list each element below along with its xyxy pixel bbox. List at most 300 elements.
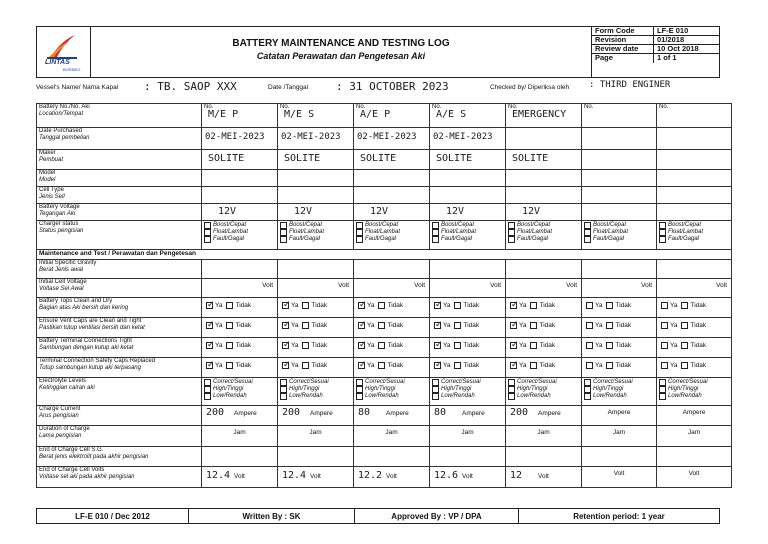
row-label-vent (37, 317, 202, 337)
ya-checkbox[interactable] (206, 362, 213, 369)
low-option[interactable]: Low/Rendah (584, 393, 654, 400)
icv-cell[interactable] (202, 279, 278, 298)
voltage-cell[interactable] (506, 203, 582, 221)
checkbox[interactable] (508, 379, 515, 386)
ya-label: Ya (291, 321, 299, 329)
float-option[interactable]: Float/Lambat (280, 229, 351, 236)
float-option[interactable]: Float/Lambat (508, 229, 579, 236)
company-logo (37, 27, 91, 77)
icv-cell[interactable] (354, 279, 430, 298)
checkbox[interactable] (204, 379, 211, 386)
row-term (37, 337, 732, 357)
checkbox[interactable] (584, 379, 591, 386)
float-option[interactable]: Float/Lambat (659, 229, 729, 236)
float-option[interactable]: Float/Lambat (584, 229, 654, 236)
voltage-cell[interactable] (354, 203, 430, 221)
float-option[interactable]: Float/Lambat (356, 229, 427, 236)
tidak-label: Tidak (539, 302, 556, 310)
ya-checkbox[interactable] (358, 362, 365, 369)
checkbox[interactable] (356, 222, 363, 229)
icv-cell[interactable] (582, 279, 657, 298)
checkbox[interactable] (659, 236, 666, 243)
tidak-label: Tidak (311, 302, 328, 310)
checkbox[interactable] (432, 222, 439, 229)
ya-label: Ya (595, 321, 603, 329)
maker-cell[interactable] (506, 150, 582, 170)
maker-cell[interactable] (430, 150, 506, 170)
ya-checkbox[interactable] (510, 342, 517, 349)
ya-checkbox[interactable] (510, 362, 517, 369)
checkbox[interactable] (432, 229, 439, 236)
form-title-block (91, 27, 591, 77)
ya-checkbox[interactable] (434, 322, 441, 329)
maker-cell[interactable] (354, 150, 430, 170)
ya-checkbox[interactable] (661, 302, 668, 309)
ya-label: Ya (670, 341, 678, 349)
ya-checkbox[interactable] (510, 322, 517, 329)
duration-cell[interactable] (657, 425, 732, 446)
tidak-checkbox[interactable] (606, 362, 613, 369)
checkbox[interactable] (280, 229, 287, 236)
tidak-label: Tidak (235, 321, 252, 329)
tidak-checkbox[interactable] (302, 302, 309, 309)
tidak-checkbox[interactable] (226, 302, 233, 309)
model-cell[interactable] (278, 170, 354, 187)
voltage-cell[interactable] (278, 203, 354, 221)
high-option[interactable]: High/Tinggi (659, 386, 729, 393)
tidak-checkbox[interactable] (681, 342, 688, 349)
high-option[interactable]: High/Tinggi (280, 386, 351, 393)
checkbox[interactable] (508, 222, 515, 229)
boost-option[interactable]: Boost/Cepat (659, 222, 729, 229)
checkbox[interactable] (280, 393, 287, 400)
tidak-checkbox[interactable] (606, 342, 613, 349)
label-id: Berat Jenis awal (39, 267, 84, 274)
tidak-label: Tidak (387, 361, 404, 369)
correct-option[interactable]: Correct/Sesuai (280, 379, 351, 386)
checkbox[interactable] (356, 236, 363, 243)
row-battery-voltage (37, 203, 732, 221)
form-title: BATTERY MAINTENANCE AND TESTING LOG (232, 38, 450, 49)
electrolyte-cell (582, 377, 657, 405)
fault-option[interactable]: Fault/Gagal (659, 236, 729, 243)
current-value: 200 (206, 407, 225, 419)
boost-option[interactable]: Boost/Cepat (280, 222, 351, 229)
voltage-cell[interactable] (582, 203, 657, 221)
high-option[interactable]: High/Tinggi (508, 386, 579, 393)
checked-value[interactable]: : THIRD ENGINER (589, 80, 671, 90)
date-purchased-cell[interactable] (430, 128, 506, 150)
tidak-checkbox[interactable] (681, 362, 688, 369)
tidak-checkbox[interactable] (530, 362, 537, 369)
ya-checkbox[interactable] (661, 342, 668, 349)
tidak-checkbox[interactable] (378, 322, 385, 329)
volt-unit: Volt (490, 282, 501, 290)
ya-checkbox[interactable] (206, 342, 213, 349)
tidak-checkbox[interactable] (454, 322, 461, 329)
checkbox[interactable] (659, 379, 666, 386)
label-id: Berat jenis elektrolit pada akhir pengisian (39, 453, 149, 460)
eocv-cell[interactable] (278, 466, 354, 487)
current-cell[interactable] (278, 406, 354, 426)
eocsg-cell[interactable] (582, 446, 657, 466)
correct-option[interactable]: Correct/Sesuai (204, 379, 275, 386)
date-label: Date /Tanggal (268, 84, 309, 91)
ya-checkbox[interactable] (661, 322, 668, 329)
tidak-label: Tidak (690, 361, 707, 369)
ya-label: Ya (367, 361, 375, 369)
battery-no-cell[interactable] (657, 104, 732, 128)
meta-value: 01/2018 (657, 35, 685, 44)
current-cell[interactable] (430, 406, 506, 426)
correct-option[interactable]: Correct/Sesuai (508, 379, 579, 386)
boost-option[interactable]: Boost/Cepat (432, 222, 503, 229)
battery-no-cell[interactable] (506, 104, 582, 128)
cell-type-cell[interactable] (202, 186, 278, 203)
tidak-checkbox[interactable] (681, 302, 688, 309)
boost-option[interactable]: Boost/Cepat (508, 222, 579, 229)
label-en: Model (39, 170, 56, 177)
checkbox[interactable] (356, 379, 363, 386)
checkbox[interactable] (204, 386, 211, 393)
yes-no-cell (278, 357, 354, 377)
checkbox[interactable] (356, 229, 363, 236)
fault-option[interactable]: Fault/Gagal (508, 236, 579, 243)
row-eocsg (37, 446, 732, 466)
checkbox[interactable] (584, 393, 591, 400)
sg-cell[interactable] (657, 260, 732, 279)
checkbox[interactable] (508, 393, 515, 400)
sg-cell[interactable] (202, 260, 278, 279)
checkbox[interactable] (508, 229, 515, 236)
no-prefix: No. (508, 104, 518, 110)
label-en: Initial Cell Voltage (39, 279, 87, 286)
tidak-label: Tidak (311, 321, 328, 329)
ya-label: Ya (595, 361, 603, 369)
maker-cell[interactable] (278, 150, 354, 170)
voltage-cell[interactable] (430, 203, 506, 221)
icv-cell[interactable] (430, 279, 506, 298)
vessel-value[interactable]: : TB. SAOP XXX (144, 80, 237, 93)
tidak-label: Tidak (690, 321, 707, 329)
ya-checkbox[interactable] (434, 362, 441, 369)
correct-option[interactable]: Correct/Sesuai (584, 379, 654, 386)
correct-option[interactable]: Correct/Sesuai (659, 379, 729, 386)
checkbox[interactable] (432, 379, 439, 386)
yes-no-cell (278, 298, 354, 318)
sg-cell[interactable] (278, 260, 354, 279)
tidak-checkbox[interactable] (302, 342, 309, 349)
fault-option[interactable]: Fault/Gagal (432, 236, 503, 243)
checkbox[interactable] (659, 386, 666, 393)
eocsg-cell[interactable] (430, 446, 506, 466)
model-cell[interactable] (202, 170, 278, 187)
label-id: Model (39, 177, 56, 184)
date-purchased-cell[interactable] (506, 128, 582, 150)
cell-type-cell[interactable] (506, 186, 582, 203)
low-option[interactable]: Low/Rendah (659, 393, 729, 400)
correct-option[interactable]: Correct/Sesuai (356, 379, 427, 386)
eocsg-cell[interactable] (657, 446, 732, 466)
ya-checkbox[interactable] (282, 322, 289, 329)
sg-cell[interactable] (354, 260, 430, 279)
boost-option[interactable]: Boost/Cepat (584, 222, 654, 229)
ampere-unit: Ampere (234, 410, 257, 418)
ya-checkbox[interactable] (434, 342, 441, 349)
battery-no-cell[interactable] (430, 104, 506, 128)
label-id: Tanggal pembelian (39, 135, 90, 142)
checkbox[interactable] (659, 229, 666, 236)
yes-no-cell (657, 317, 732, 337)
current-cell[interactable] (582, 406, 657, 426)
ya-checkbox[interactable] (282, 342, 289, 349)
fault-option[interactable]: Fault/Gagal (204, 236, 275, 243)
date-value[interactable]: : 31 OCTOBER 2023 (336, 80, 449, 93)
tidak-checkbox[interactable] (681, 322, 688, 329)
battery-no-cell[interactable] (354, 104, 430, 128)
checkbox[interactable] (204, 222, 211, 229)
date-purchased-cell[interactable] (582, 128, 657, 150)
volt-unit: Volt (688, 469, 700, 477)
high-option[interactable]: High/Tinggi (584, 386, 654, 393)
label-en: Battery Voltage (39, 203, 80, 210)
tidak-label: Tidak (539, 341, 556, 349)
checkbox[interactable] (659, 222, 666, 229)
tidak-checkbox[interactable] (606, 302, 613, 309)
row-charger-status (37, 221, 732, 249)
tidak-checkbox[interactable] (378, 362, 385, 369)
meta-label: Revision (592, 36, 654, 44)
checkbox[interactable] (280, 236, 287, 243)
model-cell[interactable] (657, 170, 732, 187)
voltage-value: 12V (370, 205, 389, 217)
duration-cell[interactable] (430, 425, 506, 446)
icv-cell[interactable] (657, 279, 732, 298)
tidak-checkbox[interactable] (454, 362, 461, 369)
eocv-value: 12.4 (282, 469, 307, 481)
tidak-label: Tidak (463, 302, 480, 310)
label-id: Voltase sel aki pada akhir pengisian (39, 473, 135, 480)
current-cell[interactable] (657, 406, 732, 426)
low-option[interactable]: Low/Rendah (508, 393, 579, 400)
ya-label: Ya (443, 302, 451, 310)
maker-cell[interactable] (202, 150, 278, 170)
yes-no-cell (354, 337, 430, 357)
tidak-checkbox[interactable] (378, 302, 385, 309)
icv-cell[interactable] (506, 279, 582, 298)
tidak-checkbox[interactable] (226, 362, 233, 369)
checkbox[interactable] (204, 229, 211, 236)
model-cell[interactable] (582, 170, 657, 187)
duration-cell[interactable] (202, 425, 278, 446)
checkbox[interactable] (280, 222, 287, 229)
checkbox[interactable] (356, 386, 363, 393)
tidak-checkbox[interactable] (530, 342, 537, 349)
eocv-value: 12.4 (206, 469, 231, 481)
checkbox[interactable] (508, 386, 515, 393)
checkbox[interactable] (204, 236, 211, 243)
ya-checkbox[interactable] (206, 302, 213, 309)
battery-no-cell[interactable] (582, 104, 657, 128)
eocv-cell[interactable] (354, 466, 430, 487)
ya-checkbox[interactable] (282, 362, 289, 369)
date-purchased-cell[interactable] (354, 128, 430, 150)
checked-label: Checked by/ Diperiksa oleh (490, 84, 570, 91)
duration-cell[interactable] (582, 425, 657, 446)
tidak-checkbox[interactable] (302, 322, 309, 329)
maker-value: SOLITE (436, 153, 473, 165)
current-cell[interactable] (354, 406, 430, 426)
fault-option[interactable]: Fault/Gagal (356, 236, 427, 243)
cell-type-cell[interactable] (657, 186, 732, 203)
cell-type-cell[interactable] (582, 186, 657, 203)
no-prefix: No. (356, 104, 366, 110)
ya-checkbox[interactable] (282, 302, 289, 309)
ya-label: Ya (215, 321, 223, 329)
eocv-cell[interactable] (430, 466, 506, 487)
checkbox[interactable] (280, 386, 287, 393)
correct-option[interactable]: Correct/Sesuai (432, 379, 503, 386)
tidak-label: Tidak (690, 341, 707, 349)
ya-checkbox[interactable] (510, 302, 517, 309)
ya-checkbox[interactable] (206, 322, 213, 329)
eocv-cell[interactable] (202, 466, 278, 487)
eocv-cell[interactable] (582, 466, 657, 487)
date-purchased-cell[interactable] (202, 128, 278, 150)
ya-checkbox[interactable] (358, 322, 365, 329)
tidak-label: Tidak (235, 361, 252, 369)
ya-checkbox[interactable] (586, 342, 593, 349)
checkbox[interactable] (584, 229, 591, 236)
row-sg (37, 260, 732, 279)
checkbox[interactable] (356, 393, 363, 400)
ya-checkbox[interactable] (586, 322, 593, 329)
checkbox[interactable] (432, 393, 439, 400)
date-purchased-cell[interactable] (657, 128, 732, 150)
checkbox[interactable] (432, 236, 439, 243)
ya-label: Ya (595, 341, 603, 349)
high-option[interactable]: High/Tinggi (432, 386, 503, 393)
eocv-cell[interactable] (657, 466, 732, 487)
maker-cell[interactable] (582, 150, 657, 170)
ya-checkbox[interactable] (586, 362, 593, 369)
fault-option[interactable]: Fault/Gagal (280, 236, 351, 243)
checkbox[interactable] (432, 386, 439, 393)
tidak-checkbox[interactable] (226, 322, 233, 329)
tidak-checkbox[interactable] (530, 302, 537, 309)
boost-option[interactable]: Boost/Cepat (204, 222, 275, 229)
voltage-cell[interactable] (202, 203, 278, 221)
maker-value: SOLITE (284, 153, 321, 165)
duration-cell[interactable] (354, 425, 430, 446)
eocsg-cell[interactable] (202, 446, 278, 466)
tidak-checkbox[interactable] (606, 322, 613, 329)
duration-cell[interactable] (506, 425, 582, 446)
fault-option[interactable]: Fault/Gagal (584, 236, 654, 243)
battery-no-cell[interactable] (278, 104, 354, 128)
cell-type-cell[interactable] (430, 186, 506, 203)
low-option[interactable]: Low/Rendah (432, 393, 503, 400)
tidak-label: Tidak (387, 341, 404, 349)
ya-label: Ya (670, 321, 678, 329)
checkbox[interactable] (584, 386, 591, 393)
battery-log-table (36, 103, 732, 488)
checkbox[interactable] (280, 379, 287, 386)
jam-unit: Jam (233, 428, 246, 436)
tidak-checkbox[interactable] (530, 322, 537, 329)
ya-label: Ya (519, 361, 527, 369)
checkbox[interactable] (584, 222, 591, 229)
label-en: Battery Terminal Connections Tight (39, 337, 132, 344)
low-option[interactable]: Low/Rendah (204, 393, 275, 400)
model-cell[interactable] (354, 170, 430, 187)
voltage-cell[interactable] (657, 203, 732, 221)
high-option[interactable]: High/Tinggi (204, 386, 275, 393)
ya-label: Ya (215, 302, 223, 310)
low-option[interactable]: Low/Rendah (356, 393, 427, 400)
icv-cell[interactable] (278, 279, 354, 298)
high-option[interactable]: High/Tinggi (356, 386, 427, 393)
eocsg-cell[interactable] (506, 446, 582, 466)
duration-cell[interactable] (278, 425, 354, 446)
ya-checkbox[interactable] (661, 362, 668, 369)
boost-option[interactable]: Boost/Cepat (356, 222, 427, 229)
yes-no-cell (278, 337, 354, 357)
current-cell[interactable] (506, 406, 582, 426)
maker-cell[interactable] (657, 150, 732, 170)
sg-cell[interactable] (582, 260, 657, 279)
tidak-label: Tidak (690, 302, 707, 310)
tidak-label: Tidak (387, 321, 404, 329)
battery-no-value: A/E P (360, 109, 391, 120)
ya-checkbox[interactable] (358, 342, 365, 349)
yes-no-cell (506, 337, 582, 357)
cell-type-cell[interactable] (354, 186, 430, 203)
sg-cell[interactable] (430, 260, 506, 279)
no-prefix: No. (584, 104, 594, 110)
yes-no-cell (430, 298, 506, 318)
checkbox[interactable] (659, 393, 666, 400)
model-cell[interactable] (430, 170, 506, 187)
tidak-checkbox[interactable] (454, 302, 461, 309)
row-vent (37, 317, 732, 337)
checkbox[interactable] (584, 236, 591, 243)
low-option[interactable]: Low/Rendah (280, 393, 351, 400)
ya-checkbox[interactable] (586, 302, 593, 309)
checkbox[interactable] (508, 236, 515, 243)
float-option[interactable]: Float/Lambat (432, 229, 503, 236)
ya-checkbox[interactable] (358, 302, 365, 309)
form-header (36, 26, 720, 78)
eocv-cell[interactable] (506, 466, 582, 487)
date-purchased-cell[interactable] (278, 128, 354, 150)
tidak-checkbox[interactable] (378, 342, 385, 349)
model-cell[interactable] (506, 170, 582, 187)
ya-checkbox[interactable] (434, 302, 441, 309)
row-label-cell_type (37, 186, 202, 203)
cell-type-cell[interactable] (278, 186, 354, 203)
tidak-checkbox[interactable] (226, 342, 233, 349)
current-cell[interactable] (202, 406, 278, 426)
tidak-checkbox[interactable] (302, 362, 309, 369)
eocsg-cell[interactable] (354, 446, 430, 466)
float-option[interactable]: Float/Lambat (204, 229, 275, 236)
battery-no-cell[interactable] (202, 104, 278, 128)
sg-cell[interactable] (506, 260, 582, 279)
eocsg-cell[interactable] (278, 446, 354, 466)
checkbox[interactable] (204, 393, 211, 400)
tidak-checkbox[interactable] (454, 342, 461, 349)
